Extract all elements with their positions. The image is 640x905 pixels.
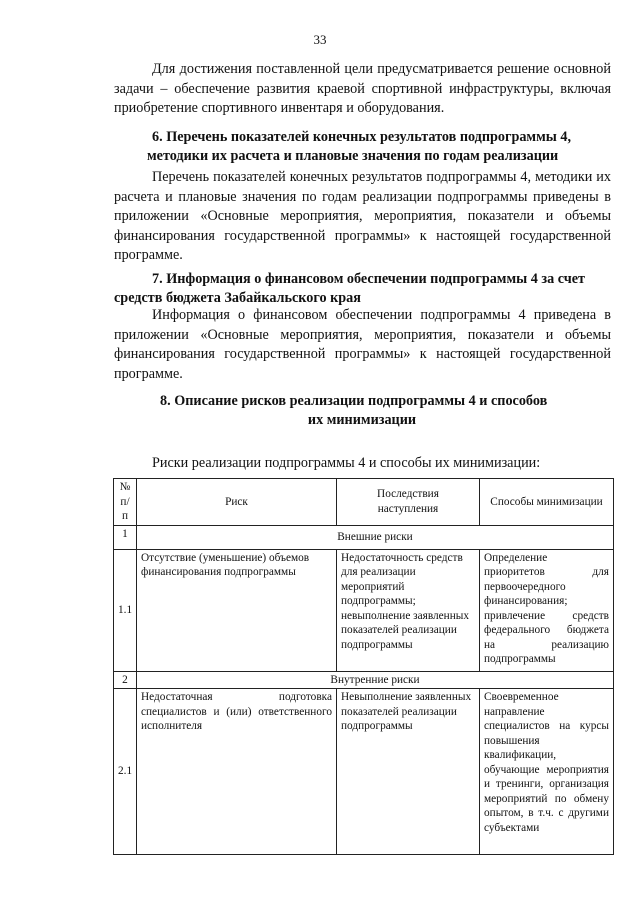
table-row	[114, 549, 614, 671]
intro-paragraph: Для достижения поставленной цели предусматривается решение основной задачи – обеспечение развития краевой спортивной инфраструктуры, включая приобретение спортивного инвентаря и оборудования.	[114, 61, 611, 116]
header-consequences: Последствия наступления	[337, 479, 480, 526]
table-row	[114, 689, 614, 855]
group-1-num: 1	[114, 525, 137, 549]
section-6-heading-line1: 6. Перечень показателей конечных результатов подпрограммы 4,	[152, 129, 572, 145]
table-group-row-external	[114, 525, 614, 549]
row-2-1-risk: Недостаточная подготовка специалистов и (или) ответственного исполнителя	[137, 689, 337, 855]
header-risk: Риск	[137, 479, 337, 526]
risks-table	[113, 478, 614, 855]
row-1-1-consequences: Недостаточность средств для реализации мероприятий подпрограммы; невыполнение заявленных показателей реализации подпрограммы	[337, 549, 480, 671]
row-2-1-num: 2.1	[114, 689, 137, 855]
group-2-title: Внутренние риски	[137, 671, 614, 689]
row-1-1-num: 1.1	[114, 549, 137, 671]
section-6-heading-line2: методики их расчета и плановые значения по годам реализации	[147, 148, 559, 164]
table-group-row-internal	[114, 671, 614, 689]
section-8-heading-line2: их минимизации	[307, 412, 417, 428]
header-methods: Способы минимизации	[480, 479, 614, 526]
section-7-paragraph: Информация о финансовом обеспечении подпрограммы 4 приведена в приложении «Основные мероприятия, мероприятия, показатели и объемы финансирования государственной программы» к настоящей государственной программе.	[114, 307, 611, 382]
group-1-title: Внешние риски	[137, 525, 614, 549]
table-caption: Риски реализации подпрограммы 4 и способы их минимизации:	[152, 455, 541, 471]
section-7-heading-line2: средств бюджета Забайкальского края	[114, 290, 361, 306]
row-1-1-risk: Отсутствие (уменьшение) объемов финансирования подпрограммы	[137, 549, 337, 671]
table-header-row	[114, 479, 614, 526]
group-2-num: 2	[114, 671, 137, 689]
section-7-heading-line1: 7. Информация о финансовом обеспечении подпрограммы 4 за счет	[152, 271, 586, 287]
page-number: 33	[313, 32, 327, 47]
header-num: № п/п	[114, 479, 137, 526]
row-1-1-methods: Определение приоритетов для первоочередного финансирования; привлечение средств федерального бюджета на реализацию подпрограммы	[480, 549, 614, 671]
row-2-1-methods: Своевременное направление специалистов на курсы повышения квалификации, обучающие мероприятия и тренинги, организация мероприятий по обмену опытом, в т.ч. с другими субъектами	[480, 689, 614, 855]
section-6-paragraph: Перечень показателей конечных результатов подпрограммы 4, методики их расчета и плановые значения по годам реализации подпрограммы приведены в приложении «Основные мероприятия, мероприятия, показатели и объемы финансирования государственной программы» к настоящей государственной программе.	[114, 169, 611, 263]
row-2-1-consequences: Невыполнение заявленных показателей реализации подпрограммы	[337, 689, 480, 855]
section-8-heading-line1: 8. Описание рисков реализации подпрограммы 4 и способов	[160, 393, 548, 409]
